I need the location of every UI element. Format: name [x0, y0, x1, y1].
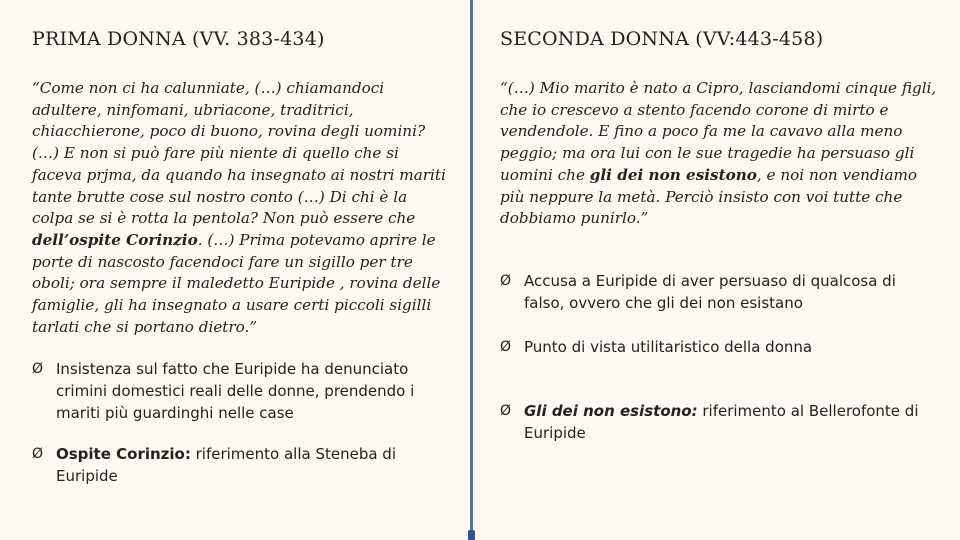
right-quote	[500, 78, 938, 230]
arrow-bullet-icon: Ø	[500, 403, 512, 419]
arrow-bullet-icon: Ø	[32, 446, 44, 462]
right-bullet-item	[500, 400, 940, 444]
right-bullet-text: riferimento al Bellerofonte di Euripide	[524, 402, 919, 442]
right-bullet-text: Accusa a Euripide di aver persuaso di qualcosa di falso, ovvero che gli dei non esistano	[524, 272, 896, 312]
right-bullet-item	[500, 270, 940, 314]
left-bullet-item	[32, 358, 452, 424]
arrow-bullet-icon: Ø	[32, 361, 44, 377]
left-quote-part1: “Come non ci ha calunniate, (…) chiamandoci adultere, ninfomani, ubriacone, traditrici, chiacchierone, poco di buono, rovina degli uomini? (…) E non si può fare più niente di quello che si faceva prjma, da quando ha insegnato ai nostri mariti tante brutte cose sul nostro conto (…) Di chi è la colpa se si è rotta la pentola? Non può essere che	[32, 79, 446, 228]
arrow-bullet-icon: Ø	[500, 273, 512, 289]
left-title: PRIMA DONNA (VV. 383-434)	[32, 28, 325, 50]
left-bullet-item	[32, 443, 452, 487]
left-quote-part2: . (…) Prima potevamo aprire le porte di nascosto facendoci fare un sigillo per tre oboli; ora sempre il maledetto Euripide , rovina delle famiglie, gli ha insegnato a usare certi piccoli sigilli tarlati che si portano dietro.”	[32, 230, 441, 336]
right-quote-part1: “(…) Mio marito è nato a Cipro, lasciandomi cinque figli, che io crescevo a stento facendo corone di mirto e vendendole. E fino a poco fa me la cavavo alla meno peggio; ma ora lui con le sue tragedie ha persuaso gli uomini che	[500, 79, 937, 184]
left-bullet-text: Insistenza sul fatto che Euripide ha denunciato crimini domestici reali delle donne, prendendo i mariti più guardinghi nelle case	[56, 360, 415, 422]
right-quote-bold: gli dei non esistono	[589, 165, 757, 184]
right-bullet-bold: Gli dei non esistono:	[524, 402, 698, 420]
left-bullet-text: riferimento alla Steneba di Euripide	[56, 445, 396, 485]
arrow-bullet-icon: Ø	[500, 339, 512, 355]
left-bullet-bold: Ospite Corinzio:	[56, 445, 191, 463]
right-bullet-item	[500, 336, 940, 358]
right-quote-part2: , e noi non vendiamo più neppure la metà. Perciò insisto con voi tutte che dobbiamo punirlo.”	[500, 165, 918, 228]
right-bullet-text: Punto di vista utilitaristico della donna	[524, 338, 813, 356]
right-title: SECONDA DONNA (VV:443-458)	[500, 28, 824, 50]
left-quote-bold: dell’ospite Corinzio	[32, 230, 198, 249]
column-divider	[470, 0, 473, 540]
left-quote	[32, 78, 450, 338]
